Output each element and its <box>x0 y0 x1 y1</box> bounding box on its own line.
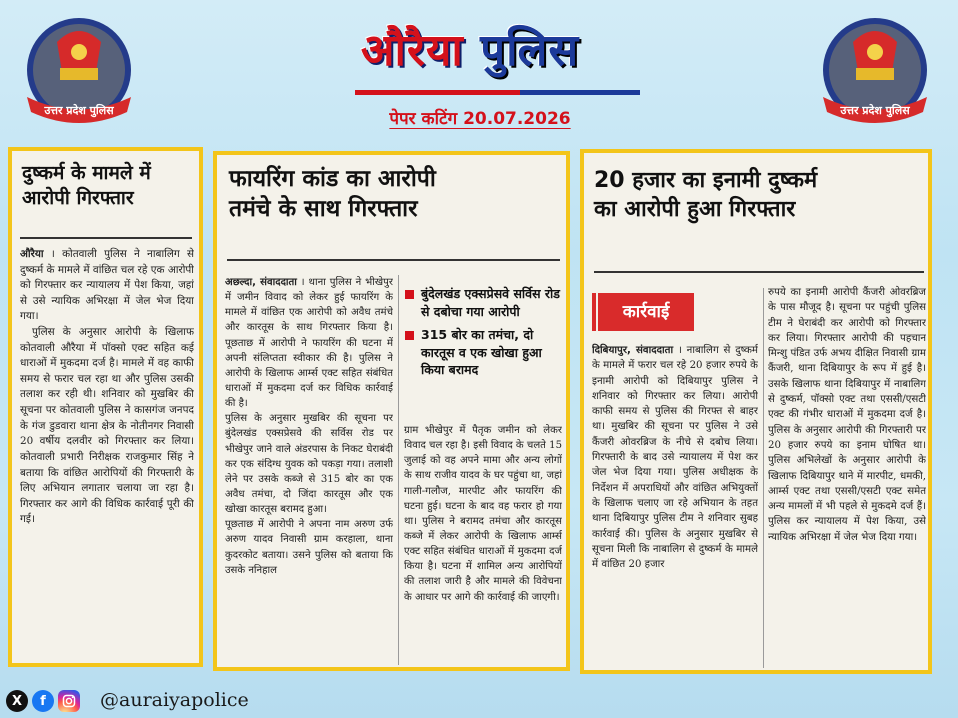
paper-cutting-date: पेपर कटिंग 20.07.2026 <box>389 109 571 129</box>
clipping-2-dateline: अछल्दा, संवाददाता <box>225 277 297 288</box>
clipping-1-headline <box>22 161 192 210</box>
facebook-icon[interactable]: f <box>32 690 54 712</box>
title-blue-part: पुलिस <box>480 25 580 76</box>
clipping-2-para-4: ग्राम भीखेपुर में पैतृक जमीन को लेकर विवाद चल रहा है। इसी विवाद के चलते 15 जुलाई को वह अपने मामा और अन्य लोगों के साथ राजीव यादव के घर पहुंचा था, जहां गाली-गलौज, मारपीट और फायरिंग की घटना हुई। घटना के बाद वह फरार हो गया था। पुलिस ने बरामद तमंचा और कारतूस कब्जे में लेकर आरोपी के खिलाफ आर्म्स एक्ट सहित संबंधित धाराओं में मुकदमा दर्ज किया है। घटना में शामिल अन्य आरोपियों की तलाश जारी है और मामले की विवेचना के आधार पर आगे की कार्रवाई की जाएगी। <box>404 425 562 603</box>
clipping-2-para-2: पुलिस के अनुसार मुखबिर की सूचना पर बुंदेलखंड एक्सप्रेसवे की सर्विस रोड पर भीखेपुर जाने वाले अंडरपास के निकट घेराबंदी कर एक संदिग्ध युवक को पकड़ा गया। तलाशी लेने पर उसके कब्जे से 315 बोर का एक अवैध तमंचा, दो जिंदा कारतूस और एक खोखा कारतूस बरामद हुआ। <box>225 413 393 516</box>
title-red-part: औरैया <box>360 25 464 76</box>
clipping-3-headline-line1: 20 हजार का इनामी दुष्कर्म <box>594 168 818 193</box>
clipping-1-para-2: पुलिस के अनुसार आरोपी के खिलाफ कोतवाली औरैया में पॉक्सो एक्ट सहित कई धाराओं में मुकदमा दर्ज है। मामले में वह काफी समय से फरार चल रहा था और पुलिस उसकी तलाश कर रही थी। शनिवार को मुखबिर की सूचना पर कोतवाली पुलिस ने कासगंज जनपद के गंज डुडवारा थाना क्षेत्र के नोतीनगर निवासी 20 वर्षीय दलवीर को गिरफ्तार कर लिया। कोतवाली प्रभारी निरीक्षक राजकुमार सिंह ने बताया कि वांछित आरोपियों की गिरफ्तारी के लिए अभियान लगातार चलाया जा रहा है। गिरफ्तार कर आगे की विधिक कार्रवाई पूरी की गई। <box>20 326 194 526</box>
clipping-2-para-3: पूछताछ में आरोपी ने अपना नाम अरुण उर्फ अरुण यादव निवासी ग्राम करहाला, थाना कुदरकोट बताया। उसने पुलिस को बताया कि उसके ननिहाल <box>225 519 393 576</box>
svg-text:उत्तर प्रदेश पुलिस: उत्तर प्रदेश पुलिस <box>44 104 114 117</box>
clipping-3-headline-line2: का आरोपी हुआ गिरफ्तार <box>594 196 796 222</box>
news-clipping-1 <box>8 147 203 667</box>
clipping-2-highlights <box>405 285 560 385</box>
clipping-2-headline-line1: फायरिंग कांड का आरोपी <box>229 166 436 192</box>
red-bullet-icon <box>405 331 414 340</box>
social-handle[interactable]: @auraiyapolice <box>100 689 249 711</box>
clipping-3-headline <box>594 167 924 224</box>
up-police-emblem-right <box>808 12 943 134</box>
action-badge: कार्रवाई <box>598 293 694 331</box>
divider <box>594 271 924 273</box>
page-title <box>300 18 640 88</box>
red-bullet-icon <box>405 290 414 299</box>
clipping-3-para-1: नाबालिग से दुष्कर्म के मामले में फरार चल रहे 20 हजार रुपये के इनामी आरोपी को दिबियापुर पुलिस ने शनिवार को गिरफ्तार कर लिया। आरोपी काफी समय से पुलिस की गिरफ्त से बाहर था। मुखबिर की सूचना पर पुलिस ने उसे कैंजरी ओवरब्रिज के नीचे से दबोच लिया। गिरफ्तारी के बाद उसे न्यायालय में पेश कर जेल भेज दिया गया। पुलिस अधीक्षक के निर्देशन में अपराधियों और वांछित अभियुक्तों के खिलाफ चलाए जा रहे अभियान के तहत थाना दिबियापुर पुलिस टीम ने शनिवार सुबह कार्रवाई की। पुलिस के अनुसार मुखबिर से सूचना मिली कि नाबालिग से दुष्कर्म के मामले में वांछित 20 हजार <box>592 345 758 571</box>
clipping-1-body: औरैया । कोतवाली पुलिस ने नाबालिग से दुष्कर्म के मामले में वांछित चल रहे एक आरोपी को गिरफ्तार कर न्यायालय में पेश किया, जहां से उसे न्यायिक अभिरक्षा में जेल भेज दिया गया। पुलिस के अनुसार आरोपी के खिलाफ कोतवाली औरैया में पॉक्सो एक्ट सहित कई धाराओं में मुकदमा दर्ज है। मामले में वह काफी समय से फरार चल रहा था और पुलिस उसकी तलाश कर रही थी। शनिवार को मुखबिर की सूचना पर कोतवाली पुलिस ने कासगंज जनपद के गंज डुडवारा थाना क्षेत्र के नोतीनगर निवासी 20 वर्षीय दलवीर को गिरफ्तार कर लिया। कोतवाली प्रभारी निरीक्षक राजकुमार सिंह ने बताया कि वांछित आरोपियों की गिरफ्तारी के लिए अभियान लगातार चलाया जा रहा है। गिरफ्तार कर आगे की विधिक कार्रवाई पूरी की गई। <box>20 247 194 667</box>
clipping-2-col-2 <box>404 423 562 669</box>
clipping-1-headline-line1: दुष्कर्म के मामले में <box>22 162 151 184</box>
column-divider <box>398 275 399 665</box>
divider <box>227 259 560 261</box>
clipping-3-para-2: रुपये का इनामी आरोपी कैंजरी ओवरब्रिज के पास मौजूद है। सूचना पर पहुंची पुलिस टीम ने घेराबंदी कर आरोपी को गिरफ्तार कर लिया। गिरफ्तार आरोपी की पहचान मिन्शु पंडित उर्फ अभय दीक्षित निवासी ग्राम कैंजरी, थाना दिबियापुर के रूप में हुई है। उसके खिलाफ थाना दिबियापुर में नाबालिग से दुष्कर्म, पॉक्सो एक्ट तथा एससी/एसटी एक्ट की गंभीर धाराओं में मुकदमा दर्ज है। पुलिस के अनुसार आरोपी की गिरफ्तारी पर 20 हजार रुपये का इनाम घोषित था। पुलिस अभिलेखों के अनुसार आरोपी के खिलाफ दिबियापुर थाने में मारपीट, धमकी, आर्म्स एक्ट तथा एससी/एसटी एक्ट समेत अन्य मामलों में भी पहले से मुकदमे दर्ज हैं। पुलिस कर न्यायालय में पेश किया, उसे न्यायिक अभिरक्षा में जेल भेज दिया गया। <box>768 287 926 543</box>
column-divider <box>763 288 764 668</box>
clipping-1-para-1: कोतवाली पुलिस ने नाबालिग से दुष्कर्म के मामले में वांछित चल रहे एक आरोपी को गिरफ्तार कर न्यायालय में पेश किया, जहां से उसे न्यायिक अभिरक्षा में जेल भेज दिया गया। <box>20 248 194 323</box>
divider <box>20 237 192 239</box>
clipping-1-headline-line2: आरोपी गिरफ्तार <box>22 186 134 209</box>
social-icons <box>6 688 80 714</box>
title-underline-blue <box>520 90 640 95</box>
up-police-emblem-left <box>12 12 147 134</box>
clipping-3-col-2 <box>768 285 926 670</box>
clipping-3-dateline: दिबियापुर, संवाददाता <box>592 345 674 356</box>
title-underline-red <box>355 90 525 95</box>
clipping-1-dateline: औरैया <box>20 248 44 260</box>
news-clipping-2 <box>213 151 570 671</box>
news-clipping-3 <box>580 149 932 674</box>
clipping-2-para-1: थाना पुलिस ने भीखेपुर में जमीन विवाद को लेकर हुई फायरिंग के मामले में वांछित एक आरोपी को अवैध तमंचे और कारतूस के साथ गिरफ्तार किया है। पूछताछ में आरोपी ने फायरिंग की घटना में अपनी संलिप्तता स्वीकार की है। पुलिस ने आरोपी के खिलाफ आर्म्स एक्ट सहित संबंधित धाराओं में मुकदमा दर्ज कर विधिक कार्रवाई की है। <box>225 277 393 410</box>
instagram-icon[interactable] <box>58 690 80 712</box>
clipping-2-headline-line2: तमंचे के साथ गिरफ्तार <box>229 195 418 222</box>
clipping-2-bullet-2: 315 बोर का तमंचा, दो कारतूस व एक खोखा हुआ किया बरामद <box>421 327 542 377</box>
clipping-2-bullet-1: बुंदेलखंड एक्सप्रेसवे सर्विस रोड से दबोचा गया आरोपी <box>421 286 560 319</box>
clipping-2-headline <box>229 165 559 225</box>
clipping-2-col-1: अछल्दा, संवाददाता । थाना पुलिस ने भीखेपुर में जमीन विवाद को लेकर हुई फायरिंग के मामले में वांछित एक आरोपी को अवैध तमंचे और कारतूस के साथ गिरफ्तार किया है। पूछताछ में आरोपी ने फायरिंग की घटना में अपनी संलिप्तता स्वीकार की है। पुलिस ने आरोपी के खिलाफ आर्म्स एक्ट सहित संबंधित धाराओं में मुकदमा दर्ज कर विधिक कार्रवाई की है। पुलिस के अनुसार मुखबिर की सूचना पर बुंदेलखंड एक्सप्रेसवे की सर्विस रोड पर भीखेपुर जाने वाले अंडरपास के निकट घेराबंदी कर एक संदिग्ध युवक को पकड़ा गया। तलाशी लेने पर उसके कब्जे से 315 बोर का एक अवैध तमंचा, दो जिंदा कारतूस और एक खोखा कारतूस बरामद हुआ। पूछताछ में आरोपी ने अपना नाम अरुण उर्फ अरुण यादव निवासी ग्राम करहाला, थाना कुदरकोट बताया। उसने पुलिस को बताया कि उसके ननिहाल <box>225 275 393 667</box>
svg-text:उत्तर प्रदेश पुलिस: उत्तर प्रदेश पुलिस <box>840 104 910 117</box>
clipping-3-col-1: दिबियापुर, संवाददाता । नाबालिग से दुष्कर्म के मामले में फरार चल रहे 20 हजार रुपये के इनामी आरोपी को दिबियापुर पुलिस ने शनिवार को गिरफ्तार कर लिया। आरोपी काफी समय से पुलिस की गिरफ्त से बाहर था। मुखबिर की सूचना पर पुलिस ने उसे कैंजरी ओवरब्रिज के नीचे से दबोच लिया। गिरफ्तारी के बाद उसे न्यायालय में पेश कर जेल भेज दिया गया। पुलिस अधीक्षक के निर्देशन में अपराधियों और वांछित अभियुक्तों के खिलाफ चलाए जा रहे अभियान के तहत थाना दिबियापुर पुलिस टीम ने शनिवार सुबह कार्रवाई की। पुलिस के अनुसार मुखबिर से सूचना मिली कि नाबालिग से दुष्कर्म के मामले में वांछित 20 हजार <box>592 345 758 571</box>
x-logo-icon[interactable]: X <box>6 690 28 712</box>
